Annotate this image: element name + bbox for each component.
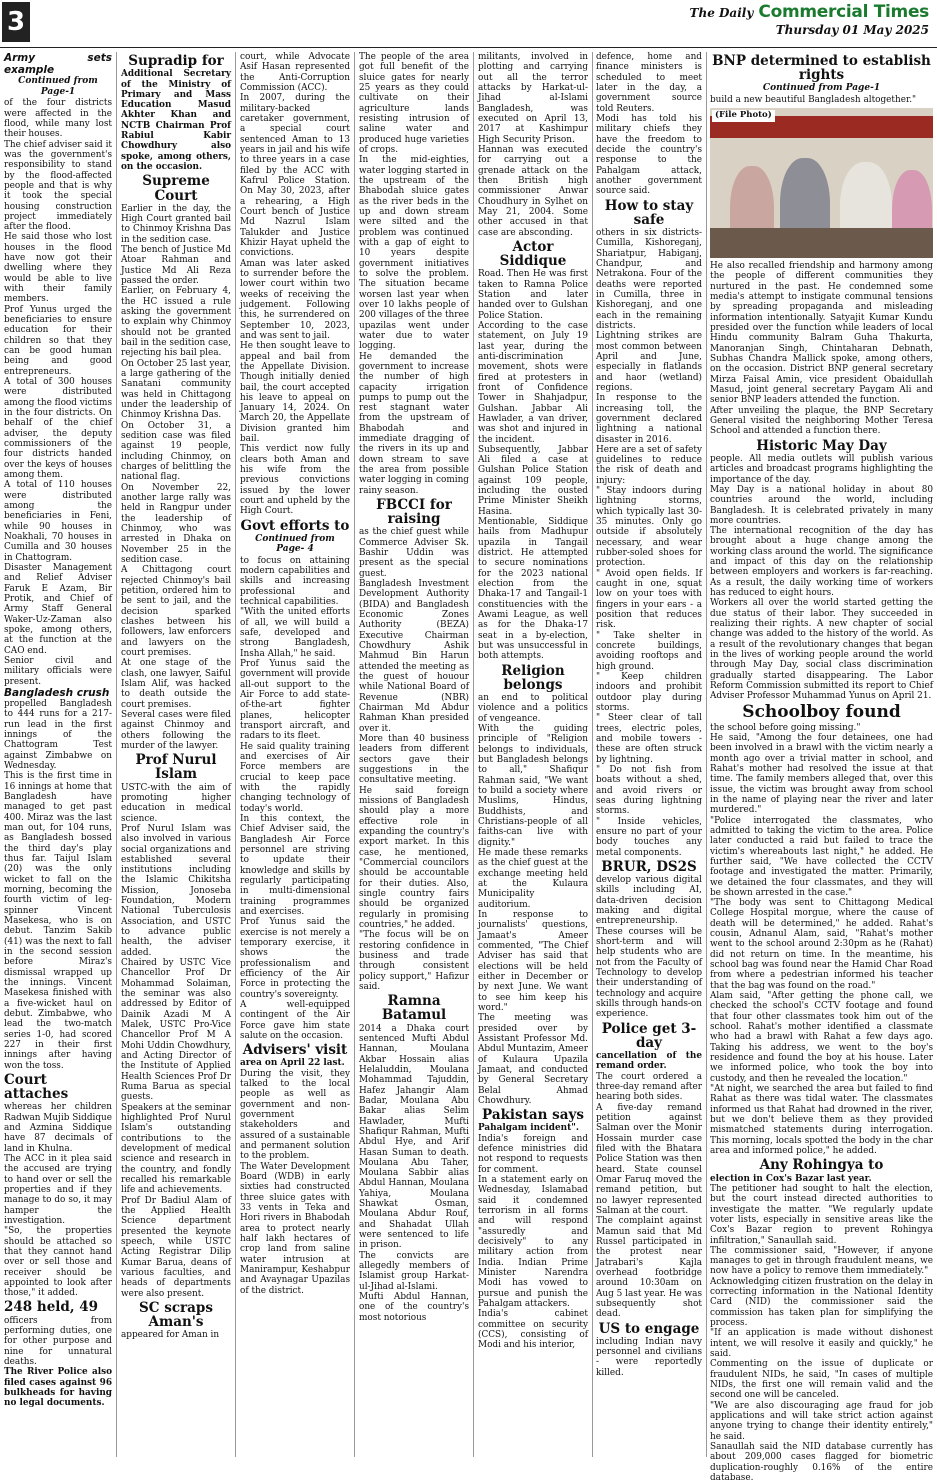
article-text: Aman was later asked to surrender before the lower court within two weeks of receiving the judgement. Following this, he surrendered on September 10, 2023, and was sent to jail. <box>240 258 350 341</box>
article-text: whereas her children Radwan Mujib Siddique and Azmina Siddique have 87 decimals of land in Khulna. <box>4 1102 112 1154</box>
headline-pakistan-says: Pakistan says <box>482 1107 584 1124</box>
headline-any-rohingya: Any Rohingya to <box>759 1157 884 1174</box>
headline-govt-efforts: Govt efforts to <box>240 517 350 534</box>
article-text: Acknowledging citizen frustration on the delay in correcting information in the National Identity Card (NID) the commissioner said the commission has taken plan for simplifying the process. <box>710 1276 933 1329</box>
article-text: "Police interrogated the classmates, who admitted to taking the victim to the area. Police later conducted a raid but failed to trace the victim's whereabouts last night," he added. He further said, "We have collected the CCTV footage and investigated the matter. Primarily, we detained the four classmates, and they will be shown arrested in the case." <box>710 815 933 898</box>
headline-how-to-stay-safe: How to stay safe <box>604 197 694 228</box>
article-text: Workers all over the world started getting the due status of their labor. They succeeded in realizing their rights. A new chapter of social change was added to the history of the world. As a result of the revolutionary changes that began in the lives of working people around the world through May Day, social class discrimination gradually started disappearing. The Labor Reform Commission submitted its report to Chief Adviser Professor Muhammad Yunus on April 21. <box>710 598 933 702</box>
column-rule <box>592 52 593 1457</box>
article-text: The ACC in it plea said the accused are trying to hand over or sell the properties and if they manage to do so, it may hamper the investigation. <box>4 1153 112 1226</box>
article-text: "With the united efforts of all, we will build a safe, developed and strong Bangladesh, Insha Allah," he said. <box>240 607 350 659</box>
headline-historic-may-day: Historic May Day <box>756 437 887 454</box>
article-text: The convicts are allegedly members of Islamist group Harkat-ul-Jihad al-Islami. <box>359 1250 469 1292</box>
article-text: More than 40 business leaders from different sectors gave their suggestions in the consultative meeting. <box>359 734 469 786</box>
article-text: Lightning strikes are most common between April and June, especially in flatlands and haor (wetland) regions. <box>596 331 702 393</box>
article-text: " Stay indoors during lightning storms, which typically last 30-35 minutes. Only go outside if absolutely necessary, and wear rubber-soled shoes for protection. <box>596 486 702 569</box>
headline-us-to-engage: US to engage <box>598 1320 700 1337</box>
column-rule <box>116 52 117 1457</box>
article-text: an end to political violence and a politics of vengeance. <box>478 693 588 724</box>
article-text: Here are a set of safety guidelines to reduce the risk of death and injury: <box>596 444 702 486</box>
column-rule <box>706 52 707 1457</box>
article-text: The bench of Justice Md Atoar Rahman and Justice Md Ali Reza passed the order. <box>121 245 231 287</box>
article-text: Road. Then He was first taken to Ramna Police Station and later handed over to Gulshan Police Station. <box>478 269 588 321</box>
article-text: The Water Development Board (WDB) in early sixties had constructed three sluice gates with 33 vents in Teka and Hori rivers in Bhabodah area to protect nearly half lakh hectares of crop land from saline water intrusion at Manirampur, Keshabpur and Avaynagar Upazilas of the district. <box>240 1161 350 1296</box>
article-text: the school before going missing." <box>710 722 861 733</box>
article-text: Pahalgam incident". <box>478 1123 579 1134</box>
article-text: Senior civil and military officials were present. <box>4 655 112 687</box>
article-text: According to the case statement, on July 19 last year, during the anti-discrimination movement, shots were fired at protesters in front of Confidence Tower in Shahjadpur, Gulshan. Jabbar Ali Hawlader, a van driver, was shot and injured in the incident. <box>478 320 588 445</box>
article-text: " Keep children indoors and prohibit outdoor play during storms. <box>596 672 702 714</box>
article-text: "If an application is made without dishonest intent, we will resolve it easily and quickly," he said. <box>710 1328 933 1360</box>
article-text: Bangladesh Investment Development Authority (BIDA) and Bangladesh Economic Zones Authority (BEZA) Executive Chairman Chowdhury Ashik Mahmud Bin Harun attended the meeting as the guest of houour while National Board of Revenue (NBR) Chairman Md Abdur Rahman Khan presided over it. <box>359 579 469 734</box>
article-text: "At night, we searched the area but failed to find Rahat as there was tidal water. The classmates informed us that Rahat had drowned in the river, but we don't believe them as they provided mismatched statements during interrogation. This morning, locals spotted the body in the char area and informed police," he added. <box>710 1084 933 1157</box>
article-text: India's foreign and defence ministries did not respond to requests for comment. <box>478 1133 588 1175</box>
headline-police-remand: Police get 3-day <box>601 1020 697 1051</box>
photo-table <box>710 228 933 258</box>
article-text: " Steer clear of tall trees, electric poles, and mobile towers - these are often struck by lightning. <box>596 713 702 765</box>
article-text: appeared for Aman in <box>121 1330 220 1341</box>
article-text: court, while Advocate Asif Hasan represented the Anti-Corruption Commission (ACC). <box>240 52 350 93</box>
headline-schoolboy-found: Schoolboy found <box>742 701 901 722</box>
masthead <box>0 0 937 48</box>
article-text: officers from performing duties, one for other purpose and nine for unnatural deaths. <box>4 1315 112 1367</box>
article-text: Disaster Management and Relief Adviser Faruk E Azam, Bir Protik, and Chief of Army Staff General Waker-Uz-Zaman also spoke, among others, at the function at the CAO end. <box>4 562 112 656</box>
article-text: On November 22, another large rally was held in Rangpur under the leadership of Chinmoy, who was arrested in Dhaka on November 25 in the sedition case. <box>121 482 231 565</box>
brand-the: The Daily <box>689 6 754 20</box>
headline-sc-scraps: SC scraps Aman's <box>139 1299 213 1331</box>
article-text: Sanaullah said the NID database currently has about 209,000 cases flagged for biometric duplication-roughly 0.16% of the entire database. <box>710 1442 933 1483</box>
article-text: On October 25 last year, a large gathering of the Sanatani community was held in Chittagong under the leadership of Chinmoy Krishna Das. <box>121 358 231 421</box>
brand-name: Commercial Times <box>758 2 929 22</box>
headline-fbcci: FBCCI for raising <box>376 497 452 528</box>
column-4 <box>359 52 469 1457</box>
article-text: militants, involved in plotting and carrying out all the terror attacks by Harkat-ul-Jihad al-Islami Bangladesh, was executed on April 13, 2017 at Kashimpur High Security Prison. <box>478 52 588 145</box>
column-1 <box>4 52 112 1457</box>
article-text: cancellation of the remand order. <box>596 1051 702 1072</box>
headline-army: Army sets example <box>4 52 112 77</box>
article-text: develop various digital skills including AI, data-driven decision making and digital entrepreneurship. <box>596 875 702 927</box>
continued-note: Continued from Page-1 <box>762 83 881 94</box>
article-text: USTC-with the aim of promoting higher education in medical science. <box>121 782 231 824</box>
column-2 <box>121 52 231 1457</box>
article-text: Earlier, on February 4, the HC issued a rule asking the government to explain why Chinmoy should not be granted bail in the sedition case, rejecting his bail plea. <box>121 286 231 359</box>
article-text: build a new beautiful Bangladesh altogether." <box>710 94 917 105</box>
article-text: In the mid-eighties, water logging started in the upstream of the Bhabodah sluice gates as the river beds in the up and down stream were silted and the problem was continued with a gap of eight to 10 years despite government initiatives to solve the problem. The situation became worsen last year when over 10 lakhs people of 200 villages of the three upazilas went under water due to water logging. <box>359 155 469 352</box>
article-text: people. All media outlets will publish various articles and broadcast programs highlighting the importance of the day. <box>710 453 933 485</box>
column-3 <box>240 52 350 1457</box>
headline-religion-belongs: Religion belongs <box>501 662 565 693</box>
article-text: He made these remarks as the chief guest at the exchange meeting held at the Kulaura Municipality auditorium. <box>478 847 588 910</box>
column-rule <box>235 52 236 1457</box>
article-text: election in Cox's Bazar last year. <box>710 1173 872 1184</box>
headline-bnp: BNP determined to establish rights <box>712 53 931 84</box>
article-text: The meeting was presided over by Assistant Professor Md. Abdul Muntazim, Ameer of Kulaura Upazila Jamaat, and conducted by General Secretary Belal Ahmad Chowdhury. <box>478 1013 588 1106</box>
article-text: defence, home and finance ministers is scheduled to meet later in the day, a government source told Reuters. <box>596 52 702 114</box>
headline-bangladesh-crush: Bangladesh crush <box>4 686 110 699</box>
article-text: Hannan was executed for carrying out a grenade attack on the then British high commissioner Anwar Choudhury in Sylhet on May 21, 2004. Some other accused in that case are absconding. <box>478 144 588 238</box>
article-text: In response to journalists' questions, Jamaat's Ameer commented, "The Chief Adviser has said that elections will be held either in December or by next June. We want to see him keep his word." <box>478 909 588 1013</box>
article-text: In a statement early on Wednesday, Islamabad said it condemned terrorism in all forms and will respond "assuredly and decisively" to any military action from India. Indian Prime Minister Narendra Modi has vowed to pursue and punish the Pahalgam attackers. <box>478 1175 588 1309</box>
photo-caption: (File Photo) <box>712 110 775 122</box>
headline-prof-nurul-islam: Prof Nurul Islam <box>135 752 217 783</box>
column-6 <box>596 52 702 1457</box>
article-text: A total of 300 houses were distributed among the flood victims in the four districts. On behalf of the chief adviser, the deputy commissioners of the four districts handed over the keys of houses among them. <box>4 377 112 481</box>
article-text: In this context, the Chief Adviser said, the Bangladesh Air Force personnel are striving to update their knowledge and skills by regularly participating in multi-dimensional training programmes and exercises. <box>240 814 350 917</box>
column-rule <box>354 52 355 1457</box>
article-text: In response to the increasing toll, the government declared lightning a national disaster in 2016. <box>596 393 702 445</box>
article-text: After unveiling the plaque, the BNP Secretary General visited the neighboring Mother Teresa School and attended a function there. <box>710 405 933 437</box>
article-text: " Take shelter in concrete buildings, avoiding rooftops and high ground. <box>596 630 702 672</box>
article-text: A Chittagong court rejected Chinmoy's bail petition, ordered him to be sent to jail, and the decision sparked clashes between his followers, law enforcers and lawyers on the court premises. <box>121 565 231 658</box>
article-text: May Day is a national holiday in about 80 countries around the world, including Bangladesh. It is celebrated privately in many more countries. <box>710 484 933 526</box>
article-text: The people of the area got full benefit of the sluice gates for nearly 25 years as they could cultivate on their agriculture lands resisting intrusion of saline water and produced huge varieties of crops. <box>359 52 469 155</box>
issue-date: Thursday 01 May 2025 <box>775 23 929 37</box>
headline-ramna-batamul: Ramna Batamul <box>381 993 447 1024</box>
article-text: Earlier in the day, the High Court granted bail to Chinmoy Krishna Das in the sedition case. <box>121 203 231 245</box>
article-text: These courses will be short-term and will help students who are not from the Faculty of Technology to develop their understanding of technology and acquire skills through hands-on experience. <box>596 926 702 1020</box>
headline-supreme-court: Supreme Court <box>142 173 210 204</box>
article-text: Prof Yunus said the exercise is not merely a temporary exercise, it shows the professionalism and efficiency of the Air Force in protecting the country's sovereignty. <box>240 917 350 1000</box>
article-text: Mufti Abdul Hannan, one of the country's most notorious <box>359 1292 469 1323</box>
article-text: Commenting on the issue of duplicate or fraudulent NIDs, he said, "In cases of multiple NIDs, the first one will remain valid and the second one will be canceled. <box>710 1359 933 1401</box>
article-text: He then sought leave to appeal and bail from the Appellate Division. Though initially denied bail, the court accepted his leave to appeal on January 14, 2024. On March 20, the Appellate Division granted him bail. <box>240 341 350 445</box>
article-text: Speakers at the seminar highlighted Prof Nurul Islam's outstanding contributions to the development of medical science and research in the country, and fondly recalled his remarkable life and achievements. <box>121 1102 231 1196</box>
article-text: as the chief guest while Commerce Adviser Sk. Bashir Uddin was present as the special guest. <box>359 527 469 579</box>
article-text: At one stage of the clash, one lawyer, Saiful Islam Alif, was hacked to death outside the court premises. <box>121 658 231 710</box>
article-text: The River Police also filed cases against 96 bulkheads for having no legal documents. <box>4 1367 112 1409</box>
article-text: 2014 a Dhaka court sentenced Mufti Abdul Hannan, Moulana Akbar Hossain alias Helaluddin, Moulana Mohammad Tajuddin, Hafez Jahangir Alam Badar, Moulana Abu Bakar alias Selim Hawlader, Mufti Shafiqur Rahman, Mufti Abdul Hye, and Arif Hasan Suman to death. Moulana Abu Taher, Moulana Sabbir alias Abdul Hannan, Moulana Yahiya, Moulana Shawkat Osman, Moulana Abdur Rouf, and Shahadat Ullah were sentenced to life in prison. <box>359 1023 469 1251</box>
article-text: "We are also discouraging age fraud for job applications and will take strict action against anyone trying to change their identity entirely," he said. <box>710 1400 933 1442</box>
article-text: Prof Yunus said the government will provide all-out support to the Air Force to add state-of-the-art fighter planes, helicopter transport aircraft, and radars to its fleet. <box>240 659 351 742</box>
article-text: "The focus will be on restoring confidence in business and trade through consistent policy support," Hafizur said. <box>359 930 469 992</box>
article-text: Several cases were filed against Chinmoy and others following the murder of the lawyer. <box>121 709 231 751</box>
article-text: " Inside vehicles, ensure no part of your body touches any metal components. <box>596 816 702 858</box>
article-text: of the four districts were affected in the flood, while many lost their houses. <box>4 98 112 140</box>
article-text: propelled Bangladesh to 444 runs for a 217-run lead in the first innings of the Chattogram Test against Zimbabwe on Wednesday. <box>4 699 112 772</box>
article-text: " Avoid open fields. If caught in one, squat low on your toes with fingers in your ears - a position that reduces risk. <box>596 568 702 631</box>
article-text: to focus on attaining modern capabilities and skills and increasing professional and technical capabilities. <box>240 555 350 608</box>
article-text: With the guiding principle of "Religion belongs to individuals, but Bangladesh belongs to all," Shafiqur Rahman said, "We want to build a society where Muslims, Hindus, Buddhists, and Christians-people of all faiths-can live with dignity." <box>478 724 588 848</box>
article-text: The commissioner said, "However, if anyone manages to get in through fraudulent means, we now have a policy to remove them immediately." <box>710 1245 933 1277</box>
article-text: He also recalled friendship and harmony among the people of different communities they nurtured in the past. He condemned some media's attempt to instigate communal tensions by spreading propaganda and misleading information intentionally. Satyajit Kumar Kundu presided over the function while leaders of local Hindu community Balram Guha Thakurta, Manoranjan Singh, Chintaharan Debnath, Subhas Chandra Mallick spoke, among others, on the occasion. District BNP general secretary Mirza Faisal Amin, vice president Obaidullah Masud, joint general secretary Paygam Ali and senior BNP leaders attended the function. <box>710 261 933 406</box>
article-text: He said those who lost houses in the flood have now got their dwelling where they would be able to live with their family members. <box>4 232 112 305</box>
article-text: He said, "Among the four detainees, one had been involved in a brawl with the victim nearly a month ago over a trivial matter in school, and Rahat's mother had resolved the issue at that time. The family members alleged that, over this issue, the victim was brought away from school in the name of playing near the river and later murdered." <box>710 732 933 816</box>
news-photo <box>710 108 933 258</box>
article-text: India's cabinet committee on security (CCS), consisting of Modi and his interior, <box>478 1309 588 1351</box>
article-text: In 2007, during the military-backed caretaker government, a special court sentenced Aman to 13 years in jail and his wife to three years in a case filed by the ACC with Kafrul Police Station. On May 30, 2023, after a rehearing, a High Court bench of Justice Md Nazrul Islam Talukder and Justice Khizir Hayat upheld the convictions. <box>240 93 350 259</box>
headline-actor-siddique: Actor Siddique <box>499 238 567 270</box>
continued-note: Continued from Page-1 <box>18 76 98 97</box>
continued-note: Continued from Page- 4 <box>255 533 335 555</box>
headline-248-held: 248 held, 49 <box>4 1299 99 1316</box>
article-text: "The body was sent to Chittagong Medical College Hospital morgue, where the cause of death will be determined," he added. Rahat's cousin, Adnanul Alam, said, "Rahat's mother went to the school around 2:30pm as he (Rahat) did not return on time. In the meantime, his school bag was found near the Hamid Char Road from where a pedestrian informed his teacher that the bag was found on the road." <box>710 898 933 991</box>
article-text: Additional Secretary of the Ministry of Primary and Mass Education Masud Akhter Khan and NCTB Chairman Prof Rabiul Kabir Chowdhury also spoke, among others, on the occasion. <box>121 69 231 173</box>
article-text: On October 31, a sedition case was filed against 19 people, including Chinmoy, on charges of belittling the national flag. <box>121 420 231 483</box>
article-text: This verdict now fully clears both Aman and his wife from the previous convictions issued by the lower court and upheld by the High Court. <box>240 444 350 517</box>
article-text: area on April 22 last. <box>240 1058 345 1069</box>
article-text: Prof Yunus urged the beneficiaries to ensure education for their children so that they can be good human being and good entrepreneurs. <box>4 304 112 377</box>
article-text: Subsequently, Jabbar Ali filed a case at Gulshan Police Station against 109 people, including the ousted Prime Minister Sheikh Hasina. <box>478 444 588 517</box>
headline-brur-ds2s: BRUR, DS2S <box>601 858 697 875</box>
article-text: "So, the properties should be attached so that they cannot hand over or sell those and receiver should be appointed to look after those," it added. <box>4 1226 112 1299</box>
article-text: The complaint against Mamun said that Md Russel participated in the protest near Jatrabari's Kajla overhead footbridge around 10:30am on Aug 5 last year. He was subsequently shot dead. <box>596 1216 702 1320</box>
article-text: The international recognition of the day has brought about a huge change among the working class around the world. The significance and impact of this day on the relationship between employers and workers is far-reaching. As a result, the daily working time of workers has reduced to eight hours. <box>710 526 933 599</box>
headline-advisers-visit: Advisers' visit <box>242 1042 348 1059</box>
article-text: The court ordered a three-day remand after hearing both sides. <box>596 1071 702 1103</box>
article-text: During the visit, they talked to the local people as well as government and non-government stakeholders and assured of a sustainable and permanent solution to the problem. <box>240 1068 350 1162</box>
headline-court-attaches: Court attaches <box>4 1071 69 1103</box>
article-text: Prof Nurul Islam was also involved in various social organizations and established several institutions including the Islamic Chikitsha Mission, Jonoseba Foundation, Modern National Tuberculosis Association, and USTC to advance public health, the adviser added. <box>121 823 231 958</box>
article-text: A five-day remand petition against Salman over the Monir Hossain murder case filed with the Bhatara Police Station was then heard. State counsel Omar Faruq moved the remand petition, but no lawyer represented Salman at the court. <box>596 1102 702 1216</box>
article-text: Mentionable, Siddique hails from Madhupur upazila in Tangail district. He attempted to secure nominations for the 2023 national election from the Dhaka-17 and Tangail-1 constituencies with the Awami League, as well as for the Dhaka-17 seat in a by-election, but was unsuccessful in both attempts. <box>478 517 588 662</box>
article-text: The petitioner had sought to halt the election, but the court instead directed authorities to investigate the matter. "We regularly update voter lists, especially in sensitive areas like the Cox's Bazar region to prevent Rohingya infiltration," Sanaullah said. <box>710 1183 933 1246</box>
article-text: He said foreign missions of Bangladesh should play a more effective role in expanding the country's export market. In this case, he mentioned, "Commercial councilors should be accountable for their duties. Also, single country fairs should be organized regularly in promising countries," he added. <box>359 785 469 930</box>
article-text: Alam said, "After getting the phone call, we checked the school's CCTV footage and found that four other classmates took him out of the school. Rahat's mother identified a classmate who had a brawl with Rahat a few days ago. Taking his address, we went to the boy's residence and found the boy at his house. Later we informed police, who took the boy into custody, and then he revealed the location." <box>710 991 933 1084</box>
article-text: others in six districts-Cumilla, Kishoreganj, Shariatpur, Habiganj, Chandpur, and Netrakona. Four of the deaths were reported in Cumilla, three in Kishoreganj, and one each in the remaining districts. <box>596 227 702 331</box>
column-rule <box>473 52 474 1457</box>
article-text: This is the first time in 16 innings at home that Bangladesh have managed to get past 400. Miraz was the last man out, for 104 runs, as Bangladesh bossed the third day's play thus far. Taijul Islam (20) was the only wicket to fall on the morning, becoming the fourth victim of leg-spinner Vincent Masekesa, who is on debut. Tanzim Sakib (41) was the next to fall in the second session before Miraz's dismissal wrapped up the innings. Vincent Masekesa finished with a five-wicket haul on debut. Zimbabwe, who lead the two-match series 1-0, had scored 227 in their first innings after having won the toss. <box>4 771 112 1071</box>
brand <box>690 2 929 37</box>
article-text: A well-equipped contingent of the Air Force gave him state salute on the occasion. <box>240 999 350 1041</box>
article-text: A total of 110 houses were distributed among the beneficiaries in Feni, while 90 houses in Noakhali, 70 houses in Cumilla and 30 houses in Chattogram. <box>4 480 112 563</box>
article-text: He demanded the government to increase the number of high capacity irrigation pumps to pump out the rest stagnant water from the upstream of Bhabodah and immediate dragging of the rivers in its up and down stream to save the area from possible water logging in coming rainy season. <box>359 351 469 496</box>
article-text: Chaired by USTC Vice Chancellor Prof Dr Mohammad Solaiman, the seminar was also addressed by Editor of Dainik Azadi M A Malek, USTC Pro-Vice Chancellor Prof M A Mohi Uddin Chowdhury, and Acting Director of the Institute of Applied Health Sciences Prof Dr Ruma Barua as special guests. <box>121 958 231 1103</box>
headline-supradip: Supradip for <box>128 53 224 69</box>
column-7 <box>710 52 933 1483</box>
article-text: He said quality training and exercises of Air Force members are crucial to keep pace with the rapidly changing technology of today's world. <box>240 741 350 814</box>
article-text: The chief adviser said it was the government's responsibility to stand by the flood-affected people and that is why it took the special housing construction project immediately after the flood. <box>4 139 112 233</box>
page-number: 3 <box>2 2 30 42</box>
article-text: Prof Dr Badiul Alam of the Applied Health Science department presented the keynote speech, while USTC Acting Registrar Dilip Kumar Barua, deans of various faculties, and heads of departments were also present. <box>121 1195 231 1299</box>
column-5 <box>478 52 588 1457</box>
article-text: " Do not fish from boats without a shed, and avoid rivers or seas during lightning storms. <box>596 765 702 817</box>
article-text: including Indian navy personnel and civilians - were reportedly killed. <box>596 1336 702 1378</box>
article-text: Modi has told his military chiefs they have the freedom to decide the country's response to the Pahalgam attack, another government source said. <box>596 113 702 197</box>
